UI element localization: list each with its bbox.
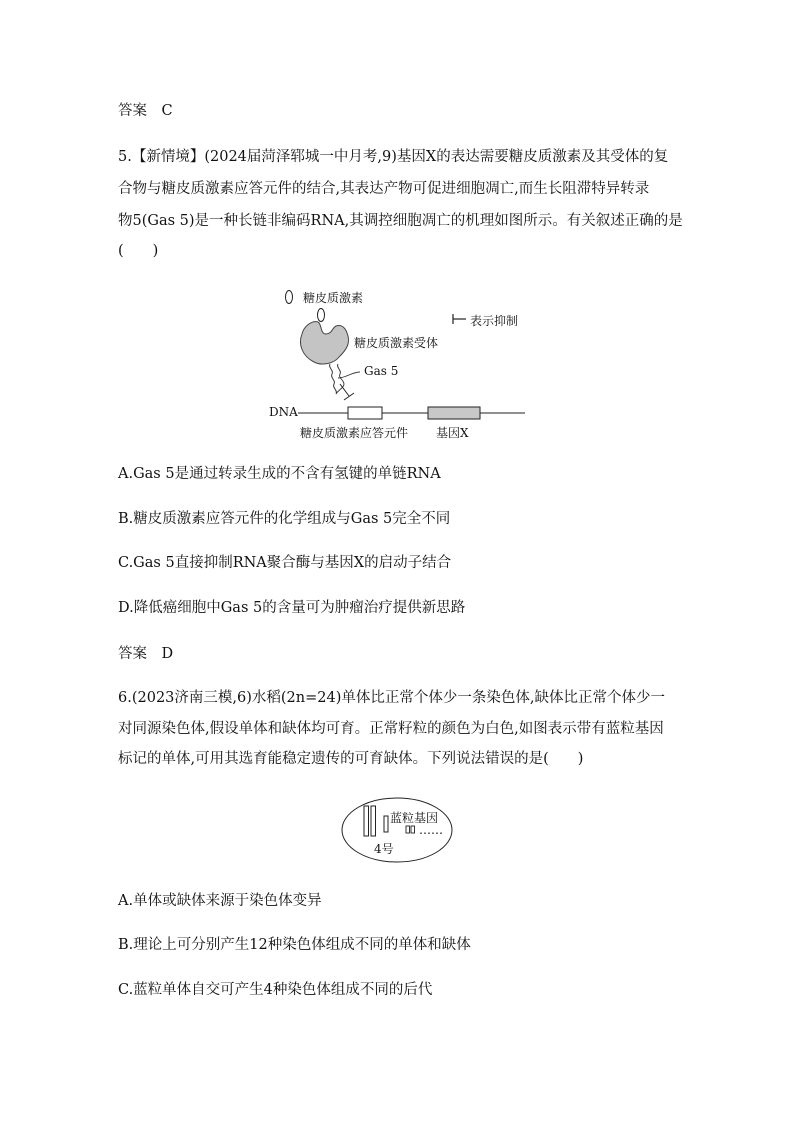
inhibit-legend-label: 表示抑制 [470,314,519,328]
chromosome-long-2 [371,806,376,836]
q6-stem-line-1: 6.(2023济南三模,6)水稻(2n=24)单体比正常个体少一条染色体,缺体比正常个体少一 [118,690,665,706]
chromosome-short [384,816,388,832]
q6-option-c: C.蓝粒单体自交可产生4种染色体组成不同的后代 [118,982,433,998]
answer-q5: 答案 D [118,646,174,662]
ellipsis-label: …… [419,823,443,837]
receptor-label: 糖皮质激素受体 [354,336,439,350]
small-chromosome-1 [406,826,410,833]
q5-stem-line-2: 合物与糖皮质激素应答元件的结合,其表达产物可促进细胞凋亡,而生长阻滞特异转录 [118,181,650,197]
small-chromosome-2 [411,826,415,833]
q5-stem-line-4: ( ) [118,243,159,259]
q5-option-d: D.降低癌细胞中Gas 5的含量可为肿瘤治疗提供新思路 [118,600,466,616]
q6-option-a: A.单体或缺体来源于染色体变异 [118,893,322,909]
q5-option-c: C.Gas 5直接抑制RNA聚合酶与基因X的启动子结合 [118,555,452,571]
q6-stem-line-2: 对同源染色体,假设单体和缺体均可育。正常籽粒的颜色为白色,如图表示带有蓝粒基因 [118,721,664,737]
chromosome-4-label: 4号 [374,842,394,856]
hormone-label: 糖皮质激素 [303,291,364,305]
blue-gene-label: 蓝粒基因 [390,811,439,825]
q5-option-a: A.Gas 5是通过转录生成的不含有氢键的单链RNA [118,466,441,482]
chromosome-long-1 [364,806,369,836]
q5-stem-line-1: 5.【新情境】(2024届菏泽郓城一中月考,9)基因X的表达需要糖皮质激素及其受体的复 [118,149,669,165]
q6-stem-line-3: 标记的单体,可用其选育能稳定遗传的可育缺体。下列说法错误的是( ) [118,751,584,767]
dna-label: DNA [269,405,298,419]
q6-option-b: B.理论上可分别产生12种染色体组成不同的单体和缺体 [118,937,471,953]
q5-option-b: B.糖皮质激素应答元件的化学组成与Gas 5完全不同 [118,511,451,527]
answer-q4: 答案 C [118,103,173,119]
gene-x-label: 基因X [436,426,469,440]
q5-stem-line-3: 物5(Gas 5)是一种长链非编码RNA,其调控细胞凋亡的机理如图所示。有关叙述正确的是 [118,213,683,229]
gas5-label: Gas 5 [364,364,399,378]
response-element-label: 糖皮质激素应答元件 [300,426,409,440]
